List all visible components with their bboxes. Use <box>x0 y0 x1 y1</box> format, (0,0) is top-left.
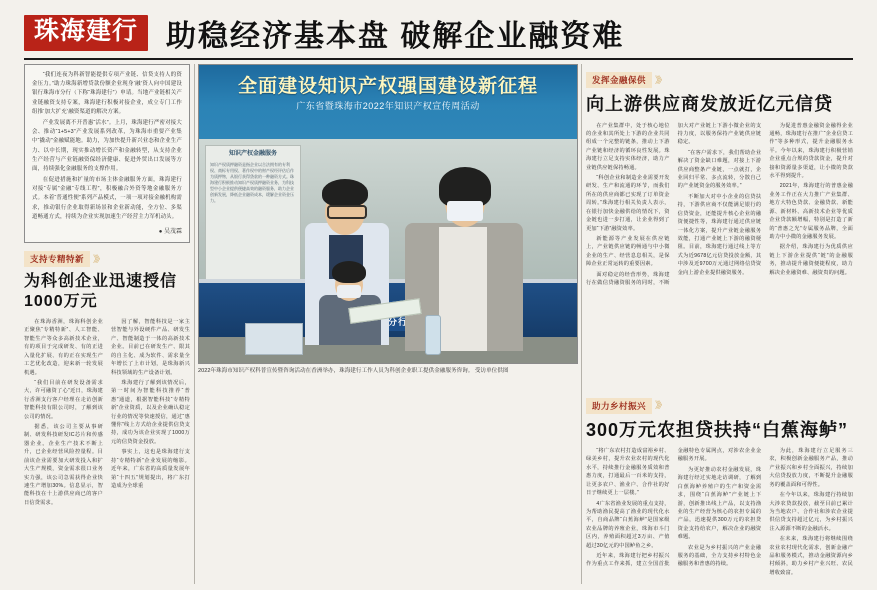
section-header-right-1 <box>586 72 853 88</box>
column-divider-2 <box>581 64 582 584</box>
r3-p1: 为促进普惠金融资金融得企业通畅，珠海建行在推广“企业信贷工作”等多种形式，提升金融服务水平。今年以来，珠海建行积极营销企业重点合规的贷款资金，提升对接和资源量多渠道，让小微的贷款水平得到提升。 <box>769 122 853 180</box>
page-body <box>24 64 853 584</box>
byline: ● 吴茂霖 <box>158 229 182 235</box>
left-body-p3: 据悉，该公司主要从事研制、研发科技研发IC芯片和传感器企业。企业生产技术不断上升，已企业经营风险控量程。目前该企业需要加大研发投入和扩大生产规模，资金需求很口业务实力强，该公司急需获得企业快速生产增加30%。信息显示，智能科技在十上游供应商已的客户日信贷需求。 <box>24 424 103 506</box>
r2-p8: 在未来，珠海建行将继续围绕农业农村现代化需求，创新金融产品和服务模式，推动金融资源向乡村倾斜，助力乡村产业兴旺、农民增收致富。 <box>769 536 853 576</box>
lead-paragraph: “我们连夜为科新智能提供专项产业链、信贷支持人的资金压力。”助力珠海新增贷款份额企业现身‘融’资人向中国建设银行珠海市分行（下称“珠海建行”）申请。当地产业链相关产业链融资支持专案，珠海建行积极对接企业，成立专门工作组推‘加大扩充’融资渠道的解决方案。 <box>32 72 182 115</box>
right-article-2-body <box>586 447 853 577</box>
left-headline: 为科创企业迅速授信1000万元 <box>24 273 178 310</box>
left-paragraph-2: 在促进措施和扩量的市场主体金融服务方面，珠海建行对接“专属”金融“专线工程”，积极融合外资等地金融服务方式。本着“普通性便”系列产品模式，一项一项对接金融机构需求，推动银行企业取得新场景和企业新动能，全方位、多渠道畅通方式，持续为企业实现加速生产经营主力军机动头。 <box>32 177 182 220</box>
chevron-right-icon: 》》 <box>93 253 103 264</box>
photo-person-seated <box>317 261 383 345</box>
r1-p3: 新能源等产业发展在供应链上，产业链供应链的畅通与中小微企业的生产、经营息息相关，是保障企业正常运转的重要因素。 <box>586 235 670 268</box>
r1-p6: 不断加大对中小企业的信贷扶持，下游供应商不仅能满足银行的信贷资金，还能提升核心企业的融资便捷性等，珠海建行通过供应链一体化方案，提升产业链金融服务效能，打通产业链上下游的融资梗阻。目前，珠海建行通过线上等方式为近9678亿元信贷投放金额，其中涉及近9700万元通过网络信贷资金向上游企业提供融资服务。 <box>677 193 762 276</box>
r2-p3: 近年来，珠海建行把乡村振兴作为重点工作来抓，建立全国首批金融特色专属网点，对涉农企业金融服务开展。 <box>586 448 762 568</box>
middle-column <box>198 64 578 584</box>
left-body-p4: 因了解，智能科技是一家主营智能与外设硬件产品、研发生产、智能制造于一体的高新技术企业。目前已在研发生产、限其的自主化、成为软件、需求量全年增长了上市计划，是珠海新兴科技领域的生产设备计划。 <box>111 319 190 376</box>
left-body-p6: 事实上，这也是珠海建行支持“专精特新”企业发展的缩影。近年来，广东省的高质量发展年第“十四五”规划提出，将广东打造成为全球重 <box>111 449 190 490</box>
left-column <box>24 64 190 584</box>
seated-face-mask <box>337 285 361 298</box>
right-headline-2: 300万元农担贷扶持“白蕉海鲈” <box>586 419 849 440</box>
photo-caption: 2022年珠海市知识产权科普宣传暨咨询活动在香洲举办，珠海建行工作人员为科创企业职工提供金融服务咨询。 受访单位供图 <box>198 368 509 374</box>
poster-text: 知识产权质押融资是指企业以合法拥有的专利权、商标专用权、著作权中的财产权经评估后作为质押物，从银行获得贷款的一种融资方式。珠海建行积极推动知识产权质押融资业务，为科技型中小企业提供便捷高效的融资服务，助力企业创新发展，降低企业融资成本，缓解企业资金压力。 <box>210 162 294 203</box>
masthead <box>24 10 853 56</box>
right-headline-1: 向上游供应商发放近亿元信贷 <box>586 94 833 114</box>
news-photo <box>198 64 578 364</box>
chevron-right-icon: 》》 <box>655 400 665 410</box>
photo-person-customer <box>405 161 525 351</box>
lead-text <box>32 71 182 222</box>
customer-innershirt <box>439 227 487 351</box>
r1-p2: “科创企业和制造企业需要开发研发、生产和流通的环节，而我们所在的供应商都已实现了订单资金周转。”珠海建行相关负责人表示，在银行加快金融供给的情况下，资金链也进一步打通，让企业得到了更加“下游”融资效率。 <box>586 175 670 232</box>
section-label-finance: 发挥金融保供 <box>586 72 652 88</box>
seated-hair <box>332 261 366 283</box>
chevron-right-icon: 》》 <box>655 74 665 85</box>
right-article-1-body <box>586 122 853 390</box>
column-divider-1 <box>194 64 195 584</box>
left-body-p1: 在珠海香洲，珠海科创企业正聚焦“专精特新”、人工智能、智能生产等众多高新技术企业，有的项目于完成研发、有的正进入量化扩展、有的正在实现生产工艺优化改造，迎来新一轮发展机遇。 <box>24 319 103 376</box>
section-label: 支持专精特新 <box>24 251 90 267</box>
masthead-divider <box>24 58 853 60</box>
poster-title: 知识产权金融服务 <box>228 151 277 157</box>
r1-p1: 在产业集群中，处于核心地位的企业和其所处上下游的企业共同组成一个完整的链条，推动上下游产业链和经济的循环良性发展。珠海建行立足支持实体经济，助力产业链供应链保持畅通。 <box>586 122 670 171</box>
r2-p5: 农业是为乡村振兴的产业金融服务的基础，全力支持乡村特色金融服务和普惠的持续。 <box>677 544 762 568</box>
lead-box <box>24 64 190 243</box>
photo-water-bottle <box>425 315 441 355</box>
photo-banner-subtitle: 广东省暨珠海市2022年知识产权宣传周活动 <box>296 101 480 111</box>
left-article-body <box>24 318 190 507</box>
page-title: 助稳经济基本盘 破解企业融资难 <box>166 20 625 53</box>
masthead-badge: 珠海建行 <box>24 15 148 51</box>
section-header-right-2 <box>586 398 853 414</box>
r2-p1: “将广东农村打造成富裕乡村、绿美乡村，提升农业农村的现代化水平，持续推行金融服务质效和普惠力度，打通最后一百米的支持，让更多农户、渔业户、合作社的好日子继续更上一层楼。” <box>586 448 670 497</box>
section-label-rural: 助力乡村振兴 <box>586 398 652 414</box>
r1-p5: “在客户需求下，我们帮助企业解决了资金缺口难题，对接上下游供应商整条产业链，一点就打，企业回归平常、多点流转，分散自己的产业链资金的服务效率。” <box>677 149 762 190</box>
left-paragraph-1: 产业发展离不开普惠“活水”。上月，珠海建行严密对接大会、推动“1+5+3”产业发展系列改革，为珠海市重要产业集中“撬动”金融赋能地。助力，为加快提升新兴业态和企业生产力、以中长期，现实推动增长资产和金融转型，从支持企业生产经营与产业链融资保经济健康、促进外贸出口发展等方面，持续强化金融服务的支撑作用。 <box>32 119 182 172</box>
photo-banner-title: 全面建设知识产权强国建设新征程 <box>199 65 577 139</box>
staff-hair <box>322 179 368 207</box>
staff-glasses <box>327 205 367 219</box>
r2-p6: 为此，珠海建行立足服务三农，积极创新金融服务产品，推动产业振兴和乡村全面振兴，持续加大信贷投放力度，不断提升金融服务的覆盖面和可得性。 <box>769 448 853 488</box>
r2-p2: 4广东省渔业发展的重点支持，为帮助渔民提高了渔业的现代化水平，自商品牌“白蕉海鲈”是国家级农业品牌的养殖企业，珠海市斗门区内，养殖面积超过3万亩、产值超过30亿元的中国鲈鱼之乡。 <box>586 500 670 549</box>
r3-p3: 据介绍，珠海建行为优质供应链上下游企业提供“链”的金融服务，推动提升融资便捷程度，助力解决企业融资难、融资贵的问题。 <box>769 244 853 276</box>
customer-face-mask <box>447 201 483 221</box>
left-body-p2: “我们目前在研发设备需求大，许可融资了心”近日，珠海建行香洲支行客户经理在走访创新智能科技有限公司时，了解到该公司的情况。 <box>24 379 103 420</box>
photo-brochure-stack <box>245 323 303 355</box>
right-column <box>586 64 853 584</box>
left-body-p5: 珠海建行了解到该情况后，第一时间为智能科技推荐“普惠”通道，根据智能科技“专精特新”企业资质，以及企业确认稳定行业的情况等快速授信，通过“惠懂你”线上方式给企业提供信贷支持，成功为该企业实现了1000万元的信贷资金投放。 <box>111 379 190 445</box>
r3-p2: 2021年，珠海建行的普惠金融业务工作正在大力推广产业集群、地方大特色贷款、金融贷款、新能源、新材料、高新技术企业等优质企业贷款额增幅，特别是打造了新的“普惠之光”专属服务品牌，全面助力中小微的金融服务发展。 <box>769 183 853 240</box>
section-header-left <box>24 251 190 267</box>
photo-poster <box>205 145 301 295</box>
r2-p7: 在今年以来，珠海建行持续加大涉农贷款投放，截至目前已累计为当地农户、合作社和涉农企业提供信贷支持超过亿元，为乡村振兴注入源源不断的金融活水。 <box>769 492 853 532</box>
r2-p4: 为更好推动农村金融发展，珠海建行经过实地走访调研，了解到白蕉海鲈养殖户的生产和资金需求，围绕“白蕉海鲈”产业链上下游，创新推出线上产品，以支持渔业的生产经营为核心的农担专属的产品，迅速提供300万元的农担贷资金支持给农户，解决企业的融资难题。 <box>677 466 762 541</box>
r1-p4: 面对稳定的经营形势，珠海建行在做信贷融资服务的同时，不断加大对产业链上下游小微企业的支持力度，以服务保持产业链供应链稳定。 <box>586 122 762 287</box>
